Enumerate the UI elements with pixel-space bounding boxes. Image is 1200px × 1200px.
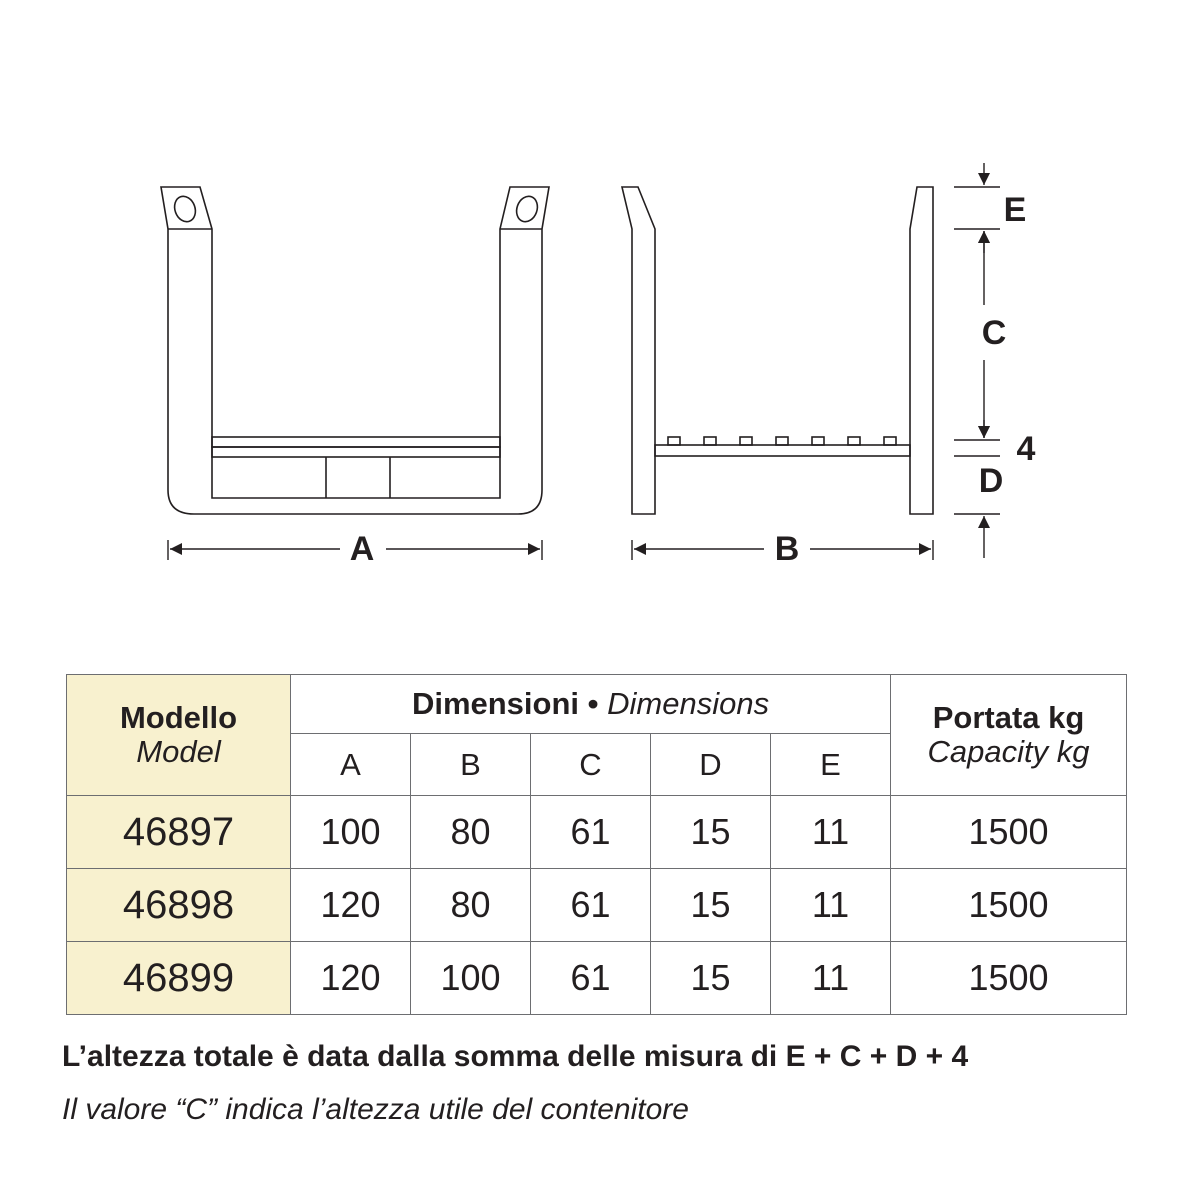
floor-slat — [884, 437, 896, 445]
front-frame-outline — [161, 187, 549, 514]
cell-B: 80 — [411, 869, 531, 942]
left-lifting-eye — [171, 193, 199, 224]
spec-table — [66, 674, 1127, 1015]
floor-slat — [776, 437, 788, 445]
cell-model: 46898 — [67, 869, 291, 942]
col-header-E: E — [771, 734, 891, 796]
floor-slats — [668, 437, 896, 445]
cell-C: 61 — [531, 942, 651, 1015]
cell-D: 15 — [651, 942, 771, 1015]
front-view — [161, 187, 549, 514]
side-beam — [655, 445, 910, 456]
label-C: C — [981, 314, 1007, 352]
label-D: D — [978, 462, 1004, 500]
header-model-en: Model — [136, 734, 221, 769]
label-E: E — [1003, 191, 1027, 229]
side-right-upright — [910, 187, 933, 514]
cell-A: 120 — [291, 942, 411, 1015]
table-row — [67, 869, 1127, 942]
col-header-A: A — [291, 734, 411, 796]
cell-E: 11 — [771, 942, 891, 1015]
cell-C: 61 — [531, 869, 651, 942]
cell-C: 61 — [531, 796, 651, 869]
header-dims-sep: • — [587, 686, 599, 722]
cell-capacity: 1500 — [891, 942, 1127, 1015]
cell-capacity: 1500 — [891, 869, 1127, 942]
header-dims-en: Dimensions — [607, 686, 770, 722]
label-4: 4 — [1016, 430, 1036, 468]
front-crossbar — [212, 437, 500, 447]
note-total-height: L’altezza totale è data dalla somma delle misura di E + C + D + 4 — [62, 1040, 969, 1073]
side-view — [622, 187, 933, 514]
cell-E: 11 — [771, 869, 891, 942]
cell-B: 80 — [411, 796, 531, 869]
cell-D: 15 — [651, 796, 771, 869]
cell-B: 100 — [411, 942, 531, 1015]
header-dimensions — [291, 675, 891, 734]
header-capacity — [891, 675, 1127, 796]
floor-slat — [848, 437, 860, 445]
col-header-D: D — [651, 734, 771, 796]
dimension-lines — [168, 163, 1000, 560]
cell-E: 11 — [771, 796, 891, 869]
table-row — [67, 942, 1127, 1015]
cell-A: 120 — [291, 869, 411, 942]
label-A: A — [349, 530, 375, 568]
side-left-upright — [622, 187, 655, 514]
front-crossbar-lower — [212, 447, 500, 457]
cell-A: 100 — [291, 796, 411, 869]
table-row — [67, 796, 1127, 869]
header-model — [67, 675, 291, 796]
cell-D: 15 — [651, 869, 771, 942]
label-B: B — [774, 530, 800, 568]
note-useful-height: Il valore “C” indica l’altezza utile del contenitore — [62, 1093, 689, 1126]
cell-model: 46899 — [67, 942, 291, 1015]
floor-slat — [812, 437, 824, 445]
cell-model: 46897 — [67, 796, 291, 869]
cell-capacity: 1500 — [891, 796, 1127, 869]
header-dims-it: Dimensioni — [411, 686, 580, 722]
col-header-B: B — [411, 734, 531, 796]
floor-slat — [704, 437, 716, 445]
floor-slat — [740, 437, 752, 445]
header-capacity-en: Capacity kg — [927, 734, 1090, 769]
header-model-it: Modello — [119, 700, 238, 735]
floor-slat — [668, 437, 680, 445]
right-lifting-eye — [513, 193, 541, 224]
col-header-C: C — [531, 734, 651, 796]
header-capacity-it: Portata kg — [932, 700, 1085, 735]
